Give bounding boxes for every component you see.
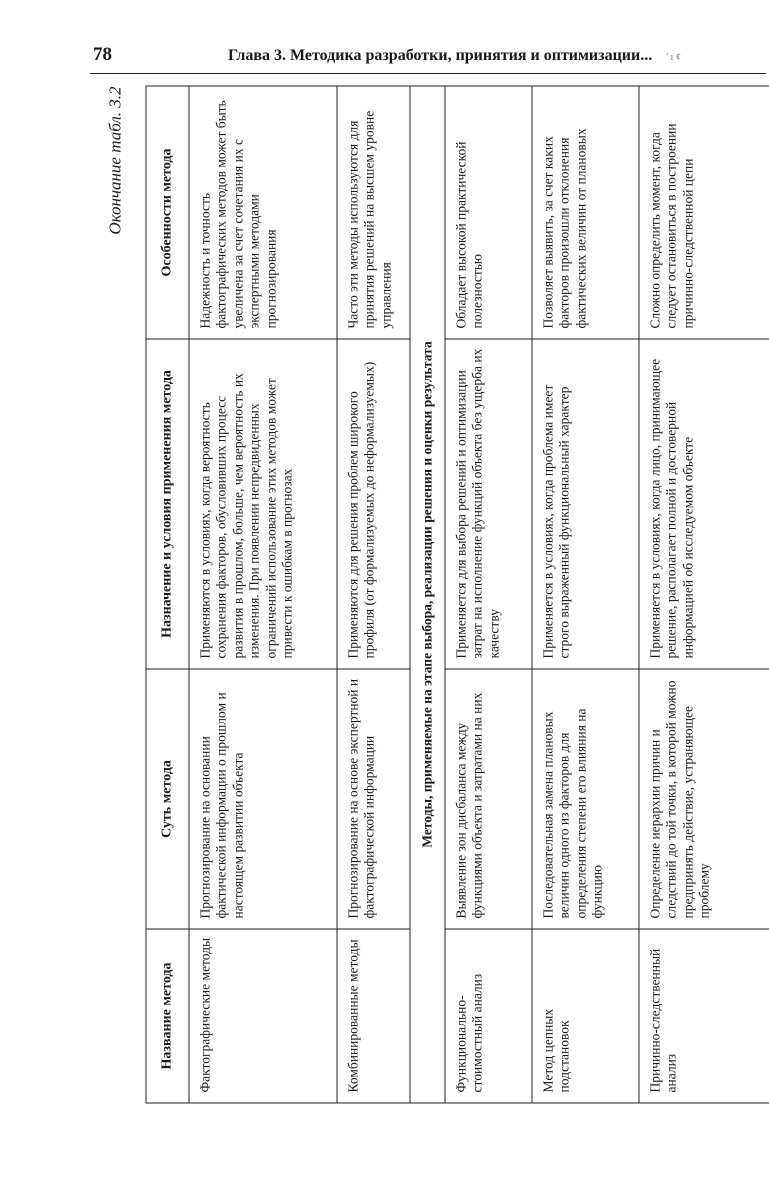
- methods-table: [146, 86, 769, 1104]
- running-head: Глава 3. Методика разработки, принятия и оптимизации...: [228, 47, 653, 64]
- header-rule: [90, 73, 766, 74]
- table-row: [337, 86, 410, 1103]
- cell-purpose: Применяются в условиях, когда вероятность сохранения факторов, обусловивших процесс развития в прошлом, больше, чем вероятность их изменения. При появлении непредвиденных ограничений использование этих методов может привести к ошибкам в прогнозах: [189, 339, 337, 669]
- cell-features: Позволяет выявить, за счет каких факторов произошли отклонения фактических величин от плановых: [532, 86, 639, 339]
- cell-essence: Определение иерархии причин и следствий до той точки, в которой можно предпринять действие, устраняющее проблему: [639, 669, 769, 929]
- header-essence: Суть метода: [146, 669, 189, 929]
- cell-essence: Выявление зон дисбаланса между функциями объекта и затратами на них: [445, 669, 532, 929]
- cell-essence: Прогнозирование на основе экспертной и фактографической информации: [337, 669, 410, 929]
- cell-features: Часто эти методы используются для принятия решений на высшем уровне управления: [337, 86, 410, 339]
- table-row: [639, 86, 769, 1103]
- cell-purpose: Применяется для выбора решений и оптимизации затрат на исполнение функций объекта без ущерба их качеству: [445, 339, 532, 669]
- table-caption: Окончание табл. 3.2: [105, 86, 125, 235]
- table-row: [445, 86, 532, 1103]
- cell-purpose: Применяются для решения проблем широкого профиля (от формализуемых до неформализуемых): [337, 339, 410, 669]
- header-method-name: Название метода: [146, 929, 189, 1103]
- cell-features: Надежность и точность фактографических методов может быть увеличена за счет сочетания их с экспертными методами прогнозирования: [189, 86, 337, 339]
- page-number: 78: [93, 44, 112, 65]
- section-title: Методы, применяемые на этапе выбора, реализации решения и оценки результата: [410, 86, 445, 1103]
- cell-essence: Последовательная замена плановых величин одного из факторов для определения степени его влияния на функцию: [532, 669, 639, 929]
- cell-name: Метод цепных подстановок: [532, 929, 639, 1103]
- cell-name: Комбинированные методы: [337, 929, 410, 1103]
- header-features: Особенности метода: [146, 86, 189, 339]
- cell-features: Обладает высокой практической полезностью: [445, 86, 532, 339]
- cell-name: Причинно-следственный анализ: [639, 929, 769, 1103]
- table-section-row: [410, 86, 445, 1103]
- header-purpose: Назначение и условия применения метода: [146, 339, 189, 669]
- cell-purpose: Применяется в условиях, когда лицо, принимающее решение, располагает полной и достоверной информацией об исследуемом объекте: [639, 339, 769, 669]
- running-head-line: [228, 46, 766, 68]
- table-row: [189, 86, 337, 1103]
- cell-name: Функционально-стоимостный анализ: [445, 929, 532, 1103]
- rotated-table-block: [93, 87, 769, 1104]
- margin-marks: ' ı ¢: [666, 52, 681, 63]
- table-row: [532, 86, 639, 1103]
- cell-name: Фактографические методы: [189, 929, 337, 1103]
- cell-features: Сложно определить момент, когда следует остановиться в построении причинно-следственной цепи: [639, 86, 769, 339]
- table-header-row: [146, 86, 189, 1103]
- cell-essence: Прогнозирование на основании фактической информации о прошлом и настоящем развитии объекта: [189, 669, 337, 929]
- cell-purpose: Применяется в условиях, когда проблема имеет строго выраженный функциональный характер: [532, 339, 639, 669]
